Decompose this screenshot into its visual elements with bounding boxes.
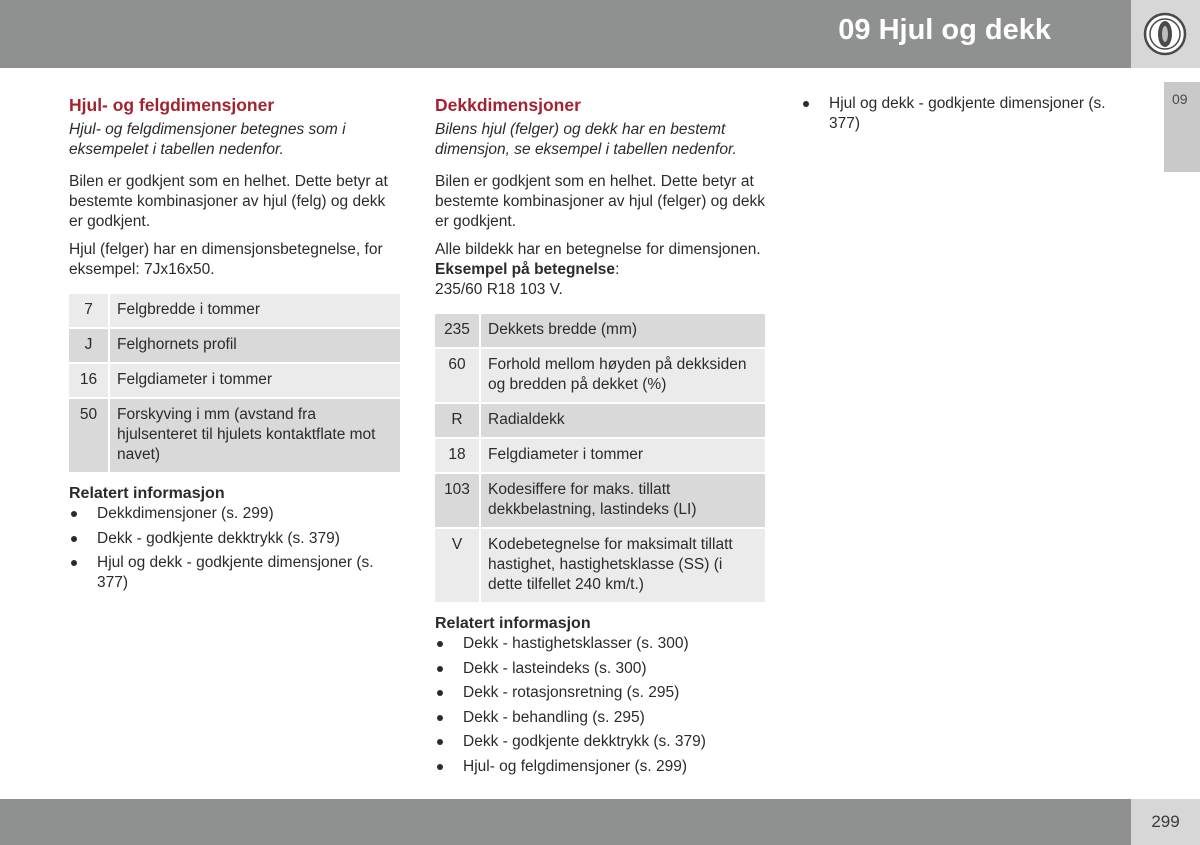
table-code-cell: 18 xyxy=(435,439,481,472)
related-link[interactable]: Dekk - rotasjonsretning (s. 295) xyxy=(435,683,765,703)
table-code-cell: 7 xyxy=(69,294,110,327)
table-row xyxy=(69,329,400,362)
example-value: 235/60 R18 103 V. xyxy=(435,281,563,298)
tire-dimension-table xyxy=(435,312,765,604)
table-desc-cell: Felgdiameter i tommer xyxy=(110,364,400,397)
paragraph: Bilen er godkjent som en helhet. Dette betyr at bestemte kombinasjoner av hjul (felg) og dekk er godkjent. xyxy=(69,173,388,230)
related-list xyxy=(801,94,1131,134)
table-desc-cell: Felgdiameter i tommer xyxy=(481,439,765,472)
section-intro: Hjul- og felgdimensjoner betegnes som i eksempelet i tabellen nedenfor. xyxy=(69,121,346,158)
table-row xyxy=(69,399,400,472)
table-row xyxy=(435,314,765,347)
table-desc-cell: Felgbredde i tommer xyxy=(110,294,400,327)
table-row xyxy=(435,404,765,437)
table-code-cell: 235 xyxy=(435,314,481,347)
related-link[interactable]: Hjul- og felgdimensjoner (s. 299) xyxy=(435,757,765,777)
rim-dimension-table xyxy=(69,292,400,474)
related-heading: Relatert informasjon xyxy=(69,485,225,502)
page-title: 09 Hjul og dekk xyxy=(838,14,1051,46)
table-desc-cell: Dekkets bredde (mm) xyxy=(481,314,765,347)
table-row xyxy=(435,529,765,602)
table-code-cell: J xyxy=(69,329,110,362)
chapter-tab-label: 09 xyxy=(1172,91,1188,107)
related-link[interactable]: Dekk - lasteindeks (s. 300) xyxy=(435,659,765,679)
paragraph-colon: : xyxy=(615,261,620,278)
paragraph: Hjul (felger) har en dimensjonsbetegnelse, for eksempel: 7Jx16x50. xyxy=(69,241,383,278)
related-link[interactable]: Dekk - godkjente dekktrykk (s. 379) xyxy=(69,529,400,549)
paragraph: Bilen er godkjent som en helhet. Dette betyr at bestemte kombinasjoner av hjul (felger) og dekk er godkjent. xyxy=(435,173,765,230)
related-link[interactable]: Dekk - godkjente dekktrykk (s. 379) xyxy=(435,732,765,752)
table-code-cell: 60 xyxy=(435,349,481,402)
table-desc-cell: Forhold mellom høyden på dekksiden og bredden på dekket (%) xyxy=(481,349,765,402)
chapter-icon-box xyxy=(1131,0,1200,68)
related-list xyxy=(435,634,765,777)
table-code-cell: 50 xyxy=(69,399,110,472)
table-code-cell: 16 xyxy=(69,364,110,397)
table-desc-cell: Radialdekk xyxy=(481,404,765,437)
column-wheel-rim-dimensions xyxy=(69,94,400,598)
section-heading: Hjul- og felgdimensjoner xyxy=(69,95,275,115)
related-link[interactable]: Dekk - behandling (s. 295) xyxy=(435,708,765,728)
related-heading: Relatert informasjon xyxy=(435,615,591,632)
table-code-cell: V xyxy=(435,529,481,602)
table-desc-cell: Forskyving i mm (avstand fra hjulsenteret til hjulets kontaktflate mot navet) xyxy=(110,399,400,472)
paragraph-text: Alle bildekk har en betegnelse for dimensjonen. xyxy=(435,241,761,258)
section-intro: Bilens hjul (felger) og dekk har en bestemt dimensjon, se eksempel i tabellen nedenfor. xyxy=(435,121,737,158)
table-row xyxy=(69,364,400,397)
table-desc-cell: Kodebetegnelse for maksimalt tillatt hastighet, hastighetsklasse (SS) (i dette tilfellet 240 km/t.) xyxy=(481,529,765,602)
paragraph-example xyxy=(435,240,765,300)
example-label: Eksempel på betegnelse xyxy=(435,261,616,278)
column-tire-dimensions xyxy=(435,94,765,782)
related-link[interactable]: Dekkdimensjoner (s. 299) xyxy=(69,504,400,524)
related-link[interactable]: Hjul og dekk - godkjente dimensjoner (s. 377) xyxy=(69,553,400,593)
table-code-cell: 103 xyxy=(435,474,481,527)
table-desc-cell: Felghornets profil xyxy=(110,329,400,362)
table-row xyxy=(435,439,765,472)
related-list xyxy=(69,504,400,593)
section-heading: Dekkdimensjoner xyxy=(435,95,581,115)
table-code-cell: R xyxy=(435,404,481,437)
table-row xyxy=(435,474,765,527)
header-bar xyxy=(0,0,1131,68)
related-link[interactable]: Hjul og dekk - godkjente dimensjoner (s. 377) xyxy=(801,94,1131,134)
chapter-tab[interactable] xyxy=(1164,82,1200,172)
table-row xyxy=(435,349,765,402)
column-continued xyxy=(801,94,1131,139)
table-row xyxy=(69,294,400,327)
footer-bar xyxy=(0,799,1131,845)
related-link[interactable]: Dekk - hastighetsklasser (s. 300) xyxy=(435,634,765,654)
wheel-tire-icon xyxy=(1143,12,1187,56)
page-number-box xyxy=(1131,799,1200,845)
table-desc-cell: Kodesiffere for maks. tillatt dekkbelastning, lastindeks (LI) xyxy=(481,474,765,527)
page-number: 299 xyxy=(1151,812,1180,831)
